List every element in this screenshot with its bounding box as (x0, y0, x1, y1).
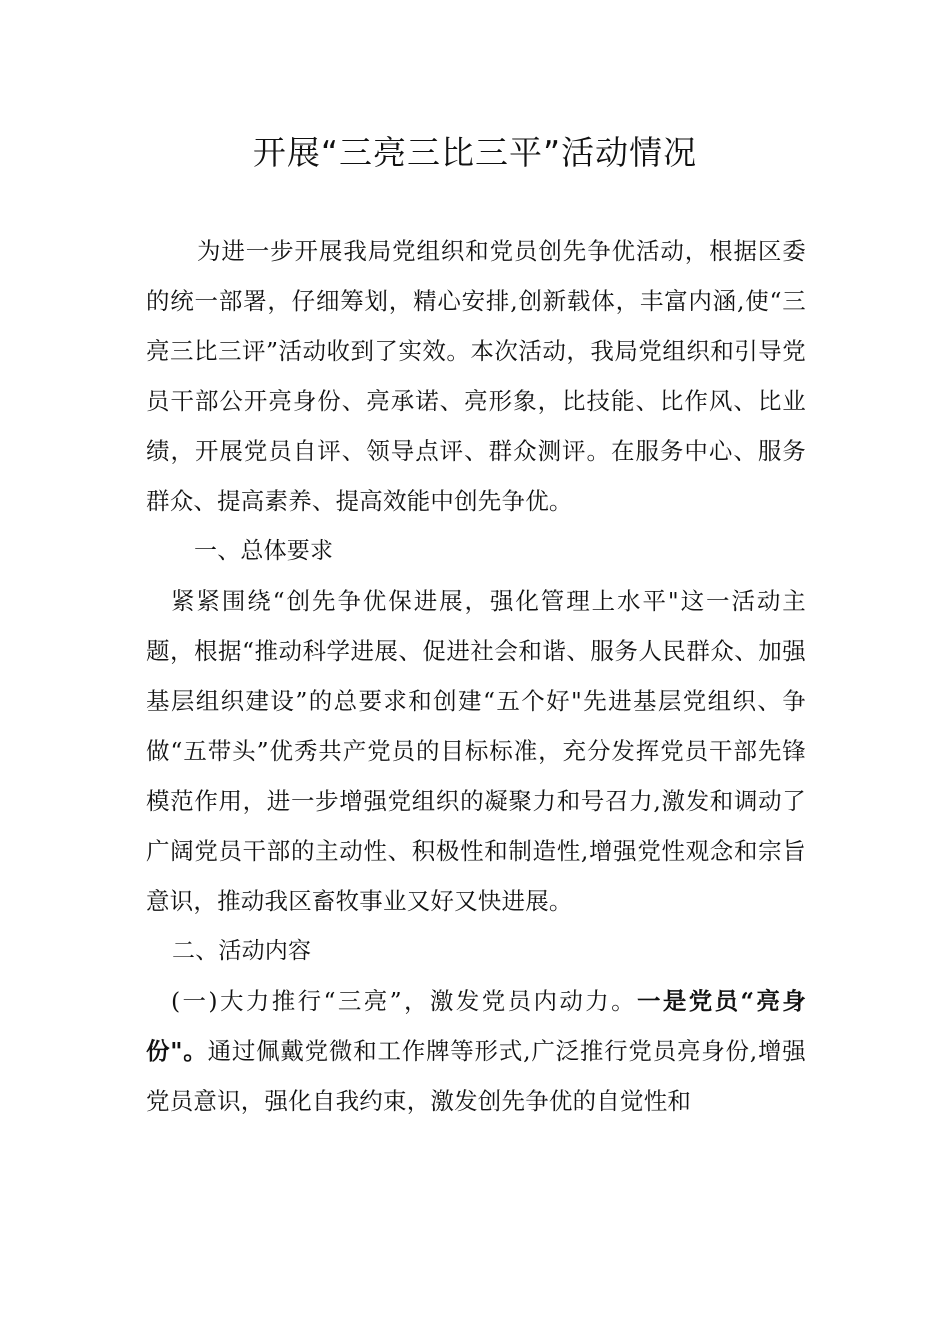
document-body (146, 226, 806, 1126)
document-title: 开展“三亮三比三平”活动情况 (252, 133, 698, 172)
overall-requirements-paragraph: 紧紧围绕“创先争优保进展，强化管理上水平"这一活动主题，根据“推动科学进展、促进社会和谐、服务人民群众、加强基层组织建设”的总要求和创建“五个好"先进基层党组织、争做“五带头”优秀共产党员的目标标准，充分发挥党员干部先锋模范作用，进一步增强党组织的凝聚力和号召力,激发和调动了广阔党员干部的主动性、积极性和制造性,增强党性观念和宗旨意识，推动我区畜牧事业又好又快进展。 (146, 587, 806, 915)
paragraph-body-text: 通过佩戴党微和工作牌等形式,广泛推行党员亮身份,增强党员意识，强化自我约束，激发创先争优的自觉性和 (146, 1037, 807, 1115)
activity-content-paragraph (146, 976, 806, 1126)
intro-paragraph: 为进一步开展我局党组织和党员创先争优活动，根据区委的统一部署，仔细筹划，精心安排,创新载体，丰富内涵,使“三亮三比三评”活动收到了实效。本次活动，我局党组织和引导党员干部公开亮身份、亮承诺、亮形象，比技能、比作风、比业绩，开展党员自评、领导点评、群众测评。在服务中心、服务群众、提高素养、提高效能中创先争优。 (146, 237, 806, 515)
bold-subheading: 一是党员“亮身份"。 (146, 987, 806, 1065)
section-heading-overall-requirements: 一、总体要求 (194, 538, 334, 564)
section-heading-activity-content: 二、活动内容 (172, 938, 312, 964)
paragraph-lead-text: (一)大力推行“三亮”，激发党员内动力。 (171, 987, 637, 1015)
